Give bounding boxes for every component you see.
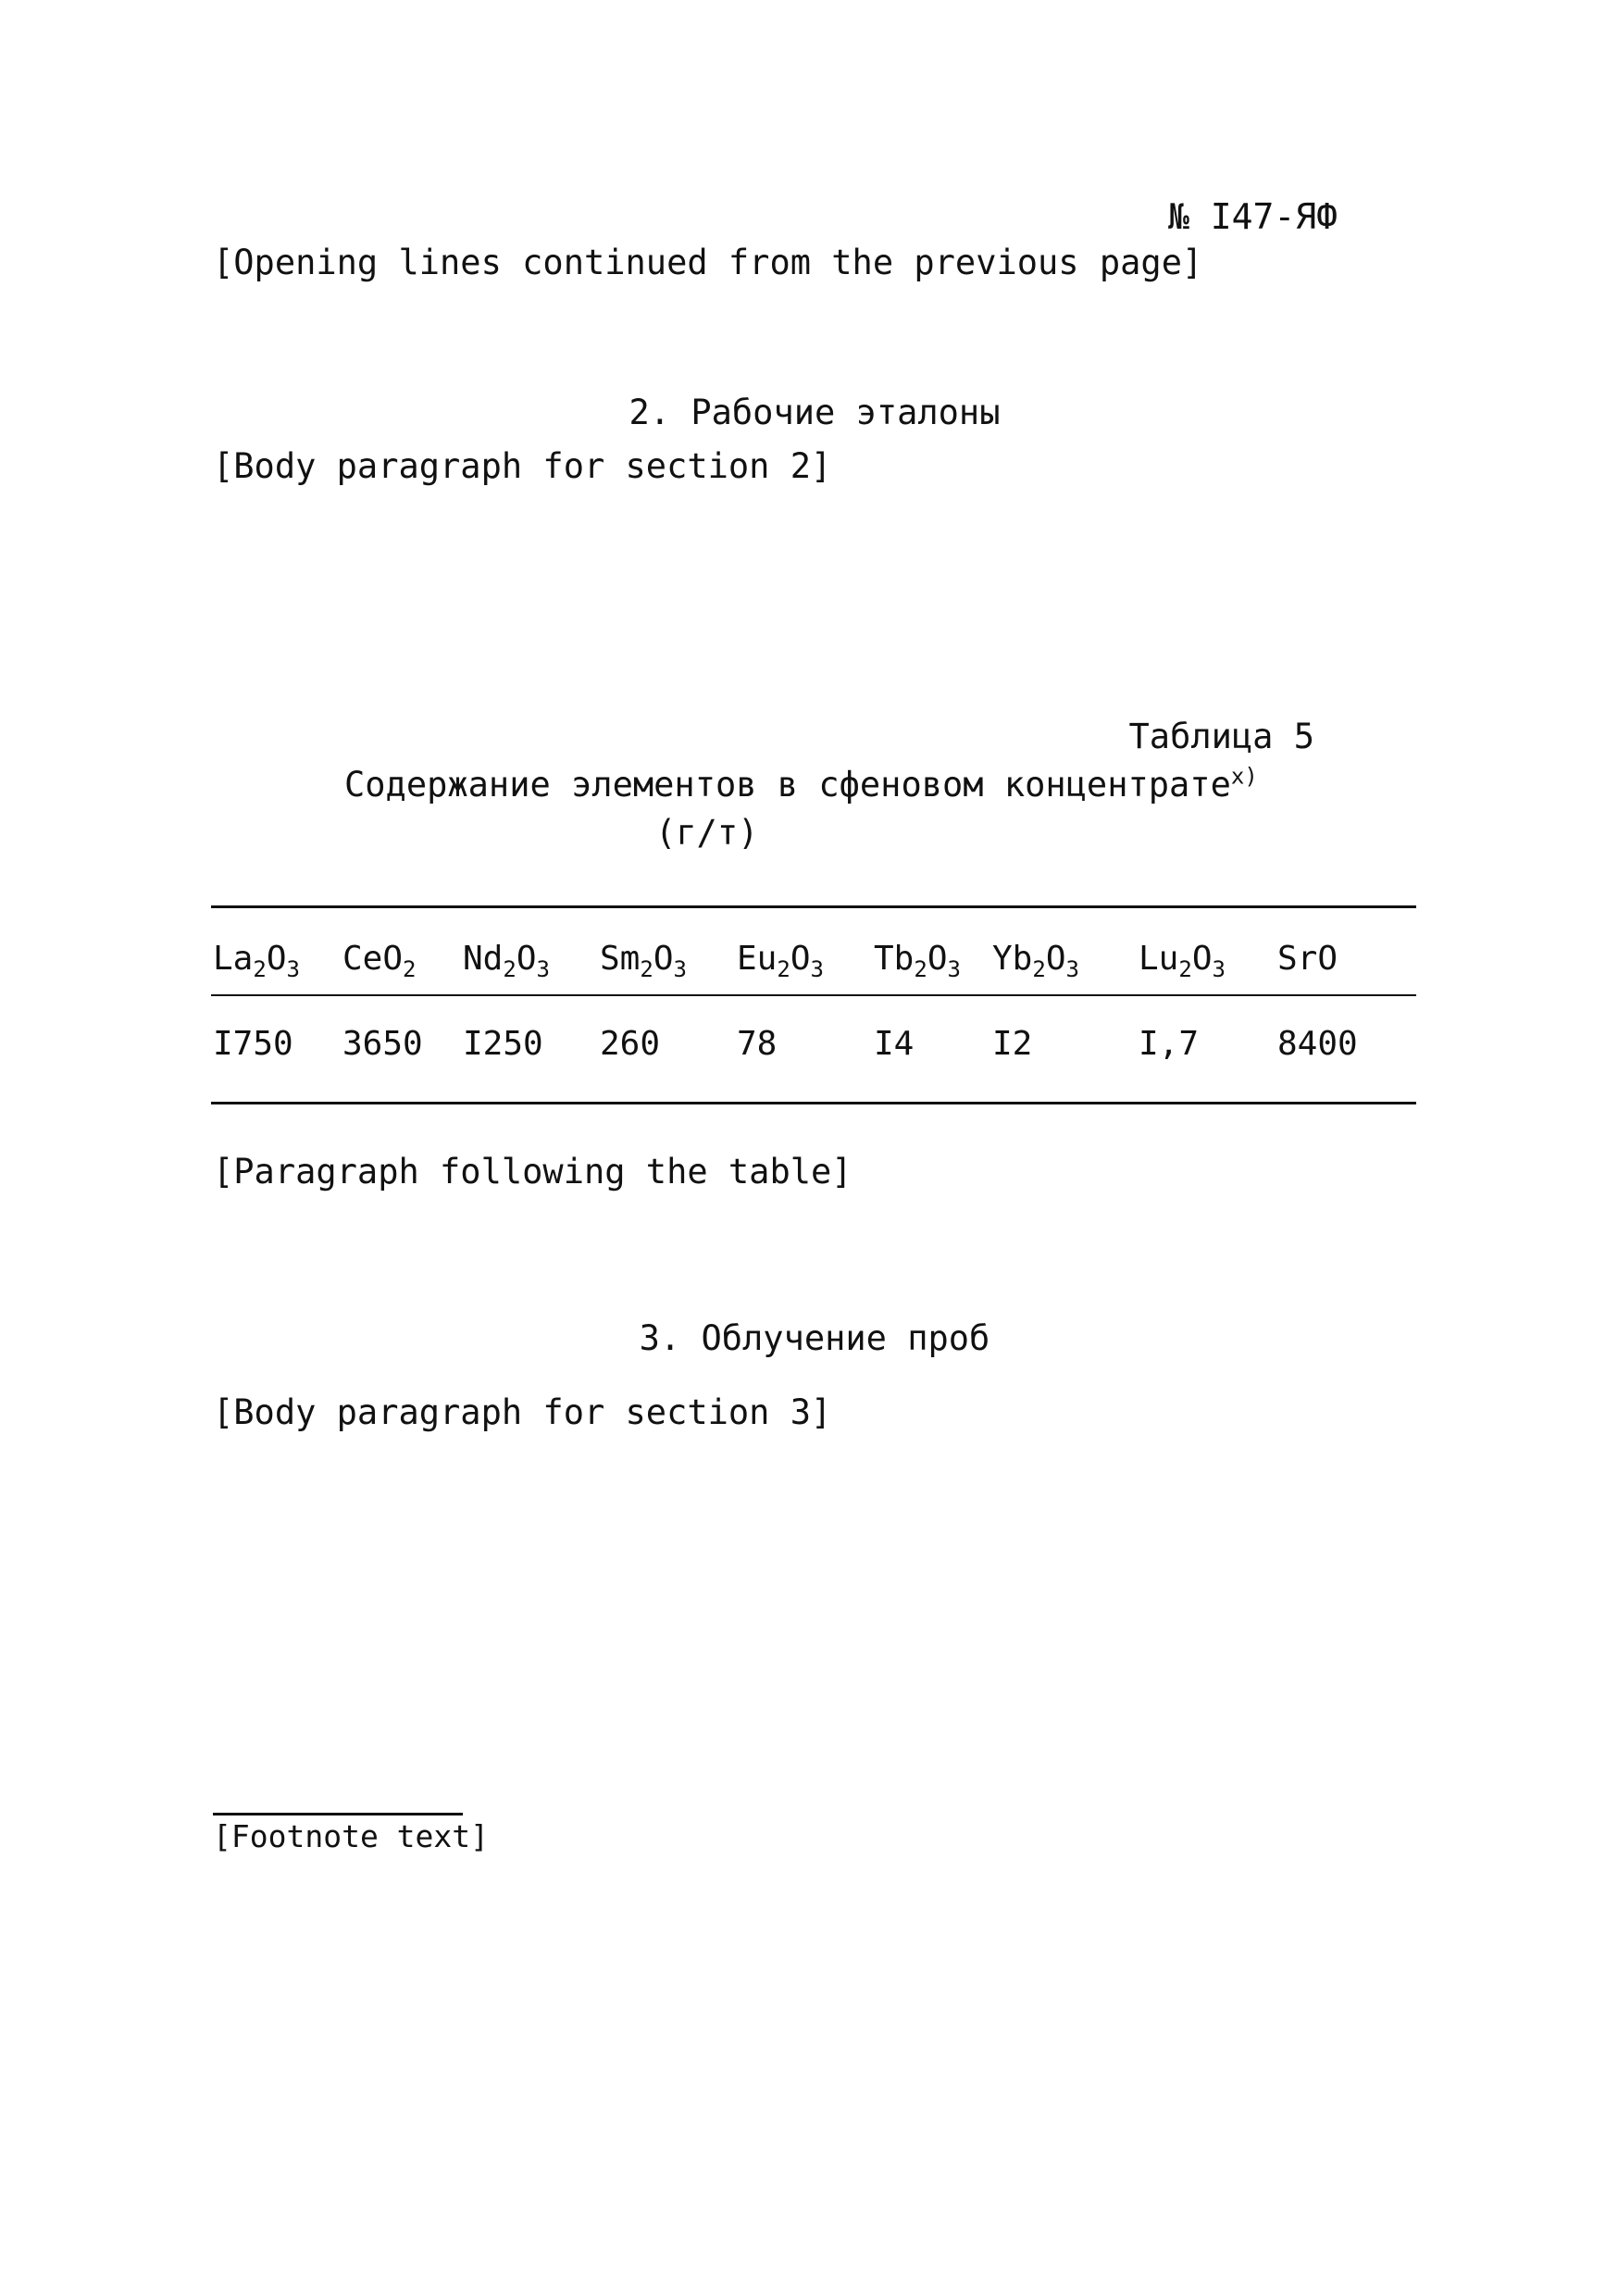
value-cell: 3650	[342, 1025, 423, 1063]
table-unit: (г/т)	[655, 813, 759, 853]
table-title-footnote-mark: x)	[1230, 763, 1258, 790]
value-cell: I250	[463, 1025, 543, 1063]
section-2-body: [Body paragraph for section 2]	[213, 446, 832, 486]
table-label: Таблица 5	[1128, 717, 1314, 756]
column-header-cell: $La_2O_3$	[213, 940, 300, 983]
value-cell: I2	[992, 1025, 1033, 1063]
column-header-cell: $Yb_2O_3$	[992, 940, 1079, 983]
table-top-rule	[211, 905, 1416, 908]
column-header-cell: $Eu_2O_3$	[737, 940, 824, 983]
intro-paragraph: [Opening lines continued from the previous page]	[213, 243, 1203, 282]
value-cell: 78	[737, 1025, 778, 1063]
column-header-cell: $Nd_2O_3$	[463, 940, 550, 983]
value-cell: I750	[213, 1025, 293, 1063]
value-cell: I4	[874, 1025, 915, 1063]
value-cell: 260	[600, 1025, 661, 1063]
element-content-table	[213, 917, 1416, 1087]
document-reference: № I47-ЯФ	[1168, 196, 1338, 237]
column-header-cell: $Tb_2O_3$	[874, 940, 961, 983]
section-2-heading: 2. Рабочие эталоны	[629, 393, 1001, 432]
column-header-cell: $Lu_2O_3$	[1139, 940, 1226, 983]
value-cell: 8400	[1277, 1025, 1358, 1063]
column-header-cell: CeO$_2$	[342, 940, 417, 983]
section-3-body: [Body paragraph for section 3]	[213, 1392, 832, 1432]
footnote: [Footnote text]	[213, 1818, 490, 1854]
table-bottom-rule	[211, 1102, 1416, 1104]
after-table-paragraph: [Paragraph following the table]	[213, 1152, 853, 1192]
column-header-cell: SrO	[1277, 940, 1338, 978]
footnote-rule	[213, 1813, 463, 1816]
table-header-row	[213, 917, 1416, 1002]
section-3-heading: 3. Облучение проб	[639, 1318, 990, 1358]
value-cell: I,7	[1139, 1025, 1200, 1063]
table-title	[344, 761, 1258, 809]
table-values-row	[213, 1002, 1416, 1087]
column-header-cell: $Sm_2O_3$	[600, 940, 687, 983]
table-title-text: Содержание элементов в сфеновом концентрате	[344, 765, 1231, 805]
